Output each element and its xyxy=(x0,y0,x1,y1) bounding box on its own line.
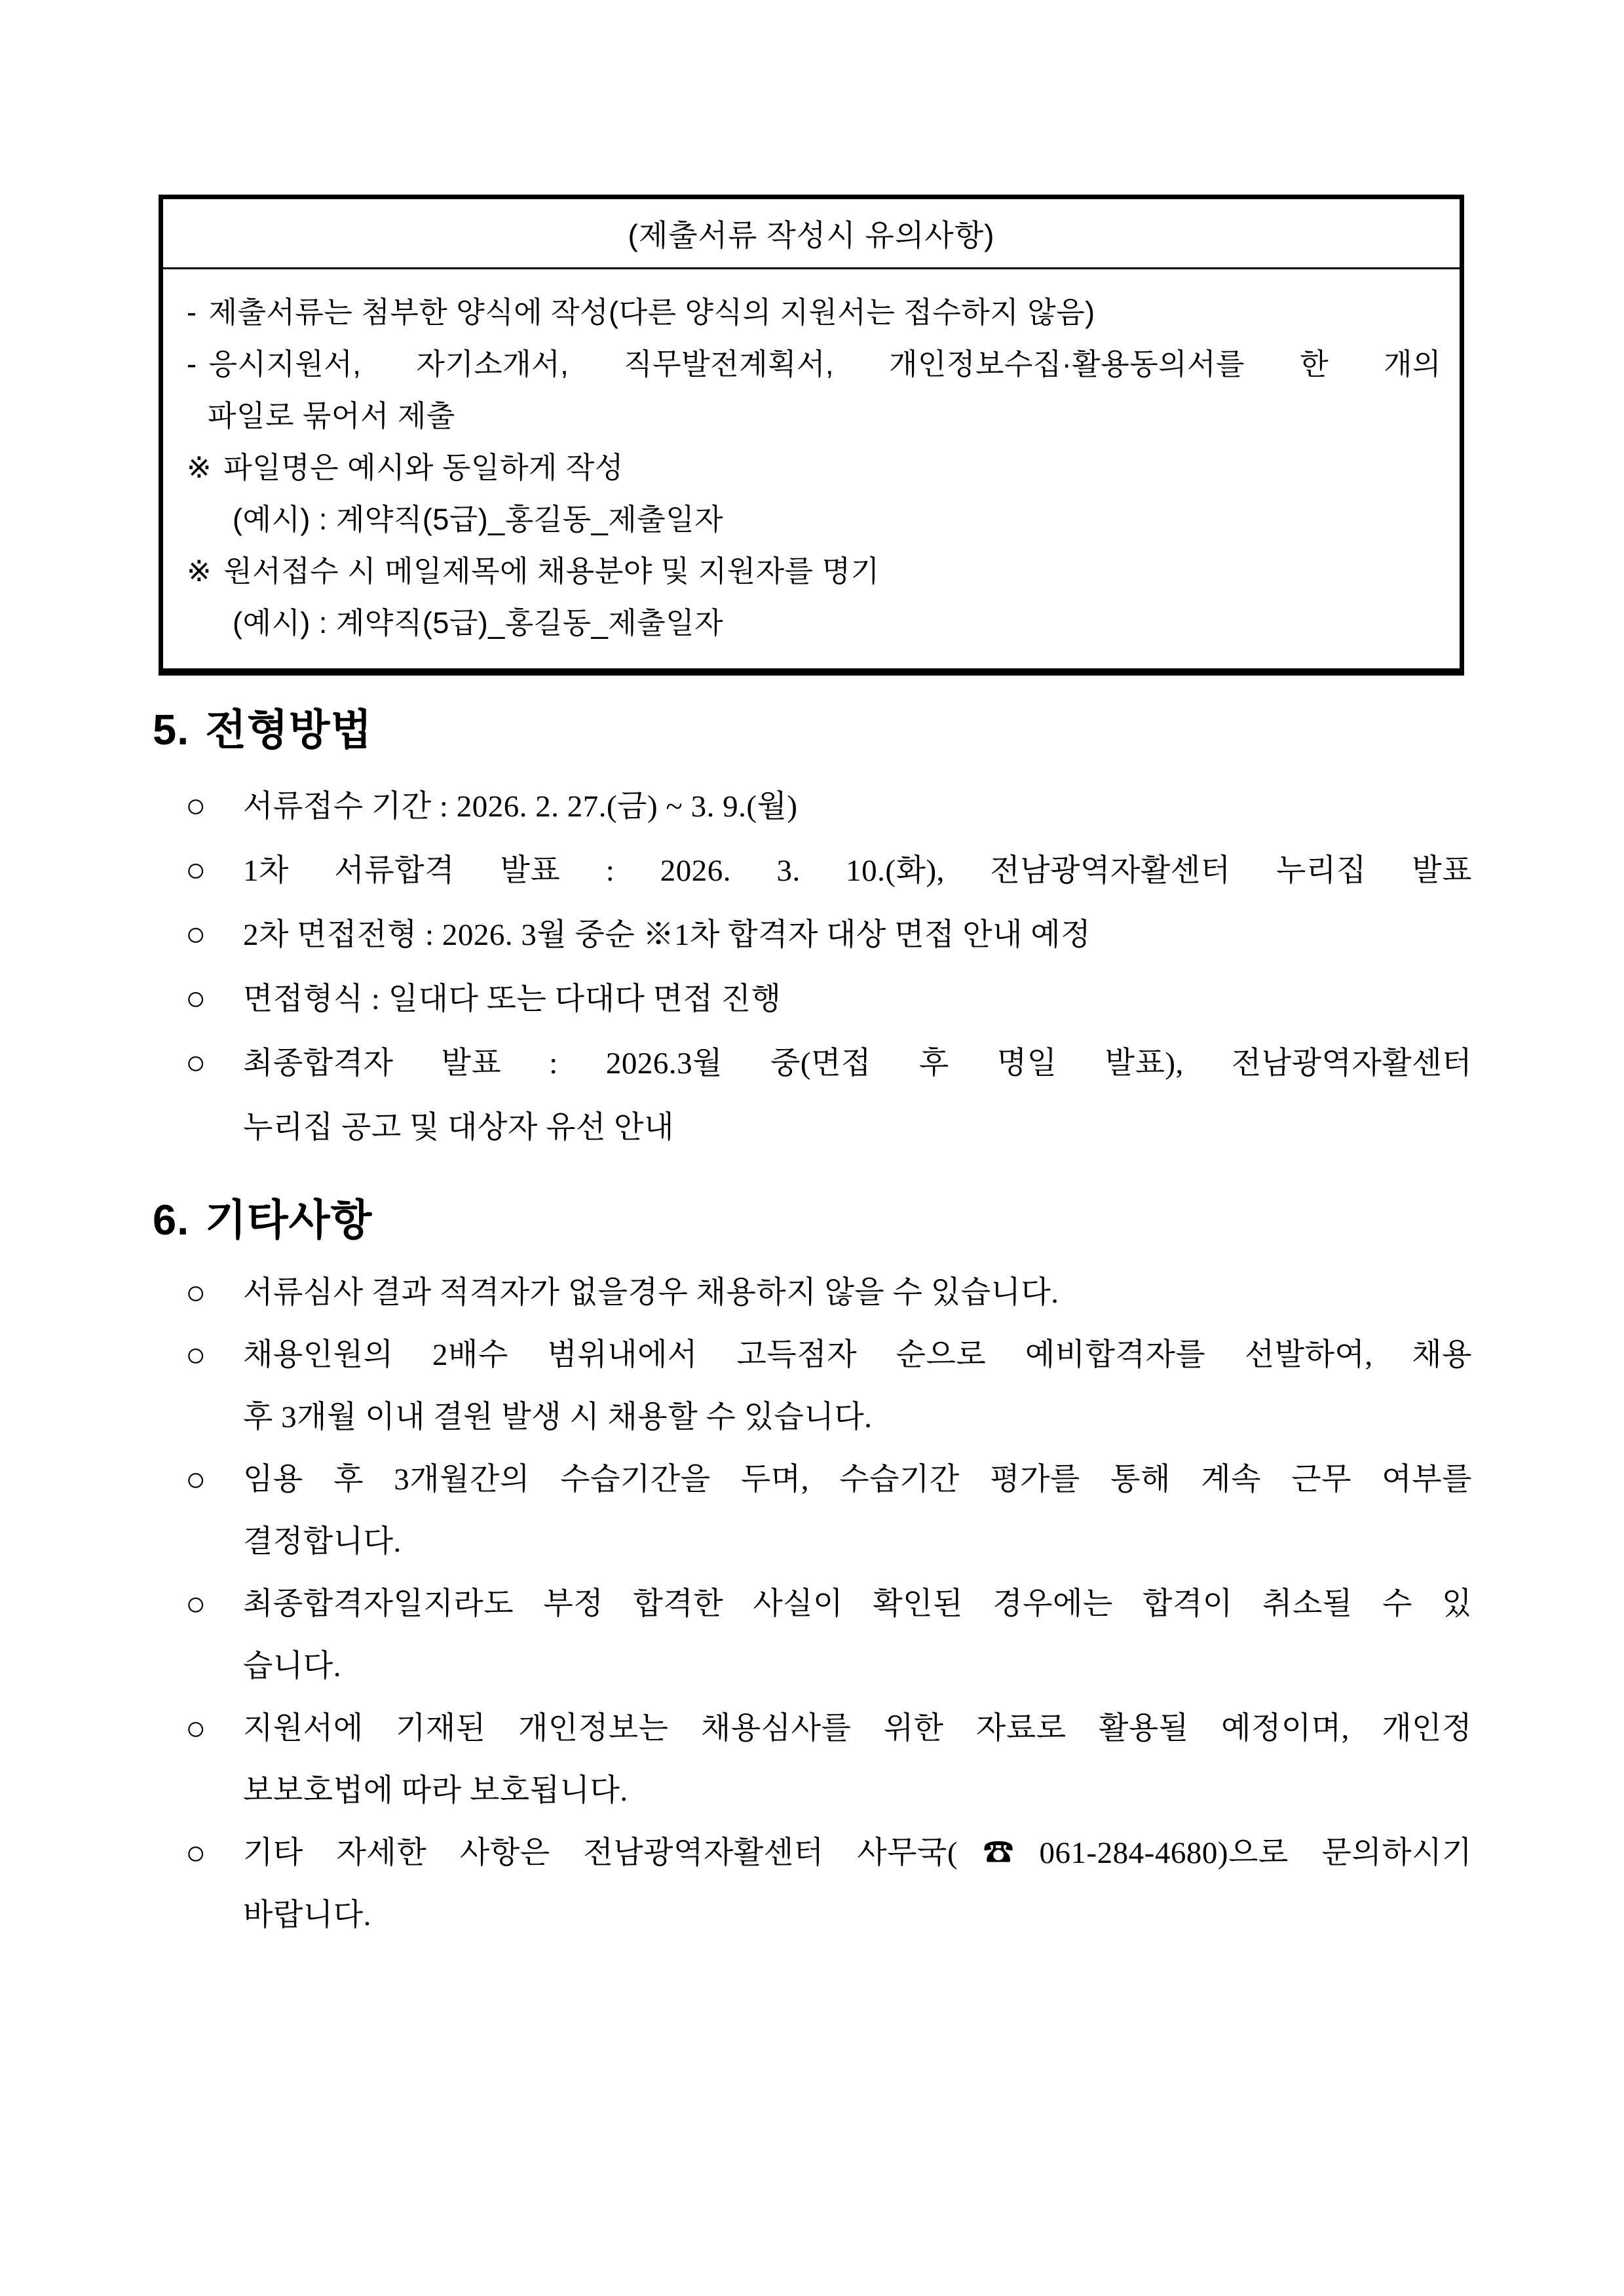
reference-mark: ※ xyxy=(187,451,212,484)
list-item-text xyxy=(243,1262,1472,1324)
notice-line-text: 원서접수 시 메일제목에 채용분야 및 지원자를 명기 xyxy=(223,554,880,588)
item-line: 면접형식 : 일대다 또는 다대다 면접 진행 xyxy=(243,982,782,1016)
section-5-heading xyxy=(153,702,1472,757)
list-item-text xyxy=(243,903,1472,967)
notice-line-text: 제출서류는 첨부한 양식에 작성(다른 양식의 지원서는 접수하지 않음) xyxy=(208,296,1095,329)
list-item xyxy=(153,1262,1472,1324)
notice-line xyxy=(175,338,1441,390)
notice-line xyxy=(175,390,1441,442)
item-line: 채용인원의 2배수 범위내에서 고득점자 순으로 예비합격자를 선발하여, 채용 xyxy=(243,1338,1472,1372)
list-item-text xyxy=(243,839,1472,903)
list-item-text xyxy=(243,967,1472,1031)
notice-line xyxy=(175,286,1441,338)
section-6-items xyxy=(153,1262,1472,1947)
dash-marker: - xyxy=(187,347,197,381)
circle-bullet-icon: ○ xyxy=(185,1710,206,1748)
section-screening-method xyxy=(153,702,1472,1160)
item-line: 지원서에 기재된 개인정보는 채용심사를 위한 자료로 활용될 예정이며, 개인정 xyxy=(243,1712,1472,1746)
section-other-matters xyxy=(153,1193,1472,1947)
circle-bullet-icon: ○ xyxy=(185,1274,206,1312)
notice-line-text: (예시) : 계약직(5급)_홍길동_제출일자 xyxy=(233,606,724,640)
item-line: 임용 후 3개월간의 수습기간을 두며, 수습기간 평가를 통해 계속 근무 여부를 xyxy=(243,1463,1472,1497)
section-5-title: 전형방법 xyxy=(205,706,373,754)
notice-box-body xyxy=(163,269,1460,668)
circle-bullet-icon: ○ xyxy=(185,852,206,889)
notice-line xyxy=(175,442,1441,493)
list-item xyxy=(153,1822,1472,1947)
circle-bullet-icon: ○ xyxy=(185,916,206,953)
circle-bullet-icon: ○ xyxy=(185,1586,206,1623)
list-item-text xyxy=(243,1573,1472,1698)
item-line: 후 3개월 이내 결원 발생 시 채용할 수 있습니다. xyxy=(243,1400,873,1434)
notice-line-text: (예시) : 계약직(5급)_홍길동_제출일자 xyxy=(233,503,724,536)
list-item xyxy=(153,1698,1472,1822)
list-item-text xyxy=(243,775,1472,839)
item-line: 누리집 공고 및 대상자 유선 안내 xyxy=(243,1111,674,1145)
notice-box-title: (제출서류 작성시 유의사항) xyxy=(163,199,1460,269)
item-line: 2차 면접전형 : 2026. 3월 중순 ※1차 합격자 대상 면접 안내 예정 xyxy=(243,918,1091,952)
list-item xyxy=(153,967,1472,1031)
item-line: 보보호법에 따라 보호됩니다. xyxy=(243,1774,628,1808)
list-item xyxy=(153,839,1472,903)
item-line: 1차 서류합격 발표 : 2026. 3. 10.(화), 전남광역자활센터 누리집 발표 xyxy=(243,854,1472,888)
notice-line xyxy=(175,545,1441,597)
list-item-text xyxy=(243,1449,1472,1573)
notice-line-text: 파일명은 예시와 동일하게 작성 xyxy=(223,451,624,484)
notice-line xyxy=(175,493,1441,545)
item-line: 서류심사 결과 적격자가 없을경우 채용하지 않을 수 있습니다. xyxy=(243,1276,1059,1310)
list-item xyxy=(153,1573,1472,1698)
section-6-title: 기타사항 xyxy=(205,1196,373,1244)
notice-line-text: 응시지원서, 자기소개서, 직무발전계획서, 개인정보수집·활용동의서를 한 개의 xyxy=(208,347,1441,381)
list-item xyxy=(153,1449,1472,1573)
list-item-text xyxy=(243,1031,1472,1160)
circle-bullet-icon: ○ xyxy=(185,980,206,1018)
circle-bullet-icon: ○ xyxy=(185,1044,206,1082)
list-item xyxy=(153,903,1472,967)
list-item-text xyxy=(243,1698,1472,1822)
list-item xyxy=(153,775,1472,839)
item-line: 최종합격자일지라도 부정 합격한 사실이 확인된 경우에는 합격이 취소될 수 있 xyxy=(243,1587,1472,1621)
list-item-text xyxy=(243,1324,1472,1449)
section-5-number: 5. xyxy=(153,706,190,754)
reference-mark: ※ xyxy=(187,554,212,588)
circle-bullet-icon: ○ xyxy=(185,1835,206,1872)
circle-bullet-icon: ○ xyxy=(185,1461,206,1499)
dash-marker: - xyxy=(187,296,197,329)
section-5-items xyxy=(153,775,1472,1160)
section-6-number: 6. xyxy=(153,1196,190,1244)
circle-bullet-icon: ○ xyxy=(185,1337,206,1374)
circle-bullet-icon: ○ xyxy=(185,788,206,825)
item-line: 최종합격자 발표 : 2026.3월 중(면접 후 명일 발표), 전남광역자활센터 xyxy=(243,1046,1472,1081)
item-line: 바랍니다. xyxy=(243,1898,371,1932)
item-line: 습니다. xyxy=(243,1649,341,1683)
item-line: 결정합니다. xyxy=(243,1525,402,1559)
item-line: 서류접수 기간 : 2026. 2. 27.(금) ~ 3. 9.(월) xyxy=(243,790,798,824)
item-line: 기타 자세한 사항은 전남광역자활센터 사무국(☎061-284-4680)으로 문의하시기 xyxy=(243,1836,1472,1870)
notice-line-text: 파일로 묶어서 제출 xyxy=(208,399,455,432)
list-item xyxy=(153,1031,1472,1160)
notice-box xyxy=(159,195,1464,676)
section-6-heading xyxy=(153,1193,1472,1248)
notice-line xyxy=(175,597,1441,649)
list-item xyxy=(153,1324,1472,1449)
list-item-text xyxy=(243,1822,1472,1947)
